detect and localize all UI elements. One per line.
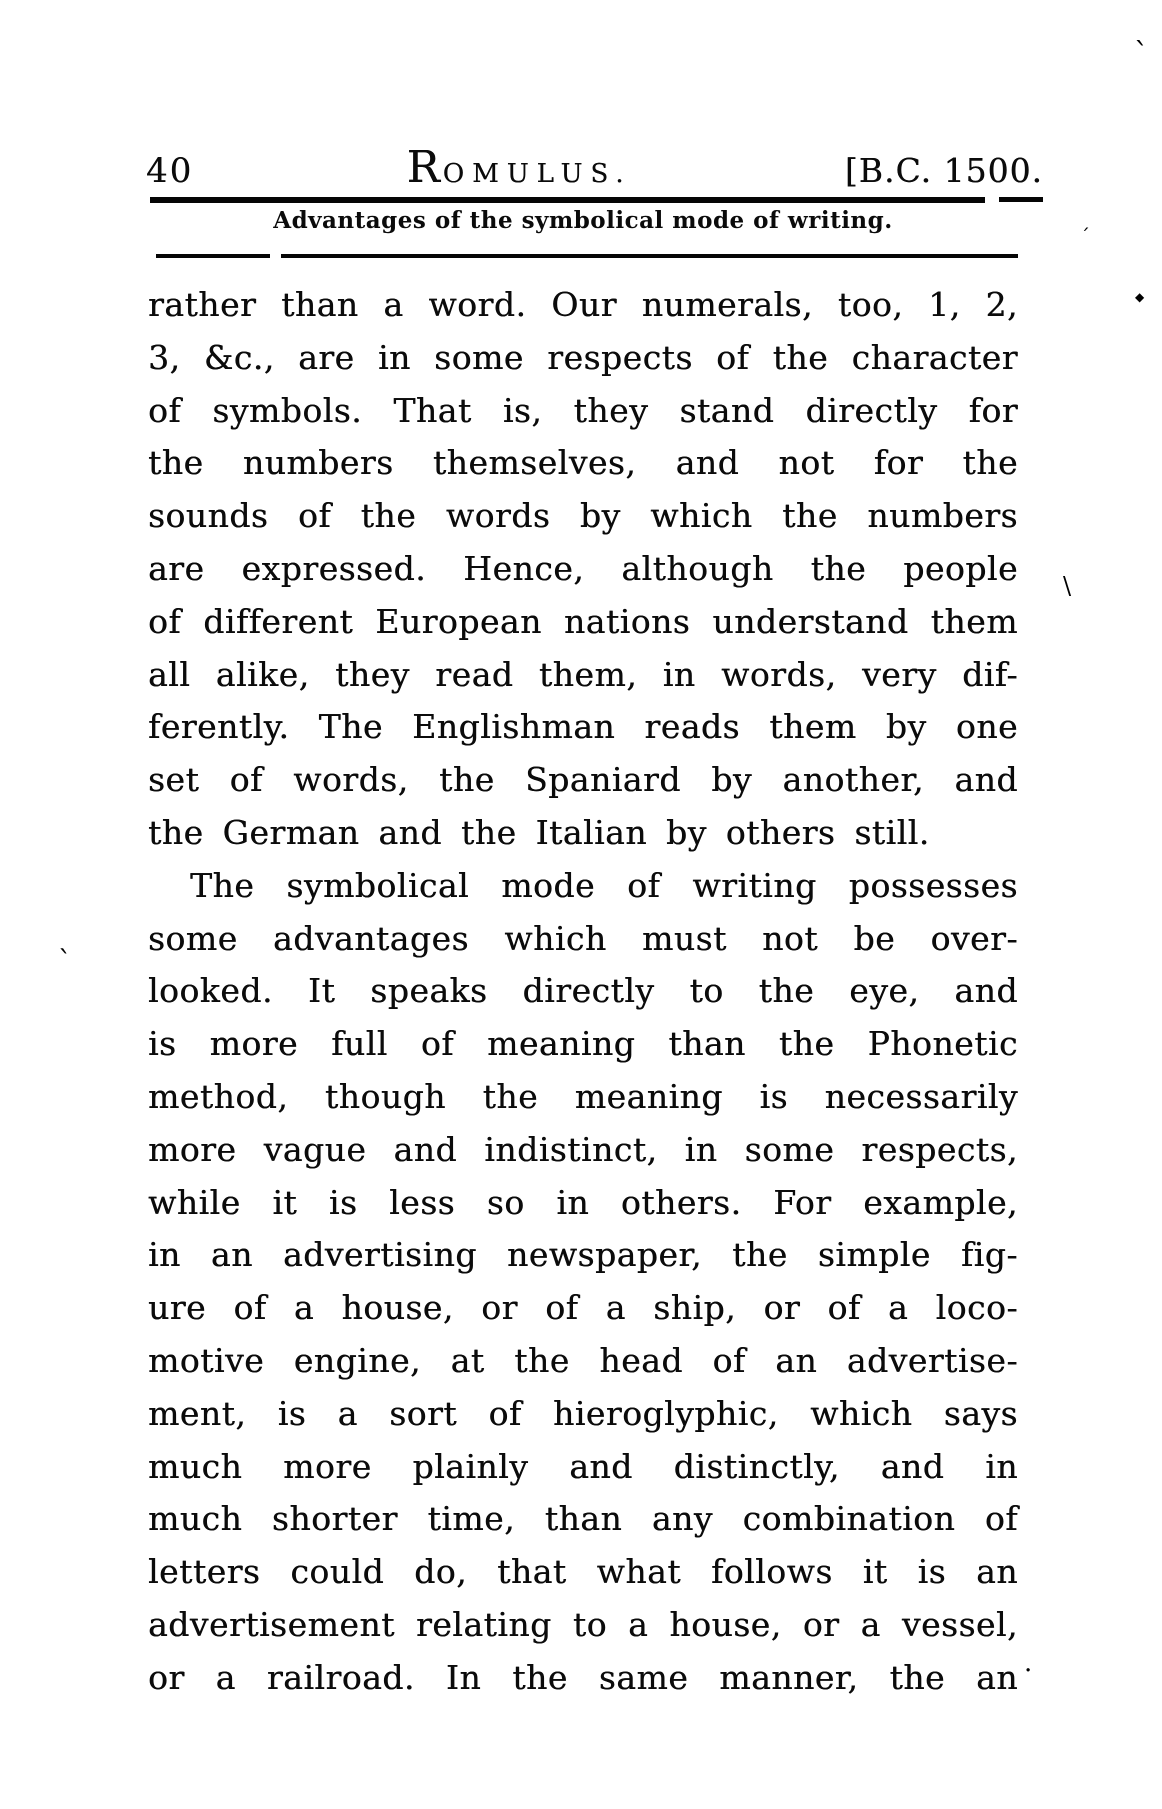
- text-line: ure of a house, or of a ship, or of a loco-: [148, 1288, 1018, 1328]
- running-title-initial: R: [406, 142, 443, 193]
- text-line: the numbers themselves, and not for the: [148, 443, 1018, 483]
- text-line: method, though the meaning is necessarily: [148, 1076, 1018, 1116]
- text-line: motive engine, at the head of an advertise-: [148, 1340, 1018, 1380]
- text-line: ment, is a sort of hieroglyphic, which says: [148, 1393, 1018, 1433]
- running-title-rest: OMULUS.: [442, 159, 632, 189]
- text-line: rather than a word. Our numerals, too, 1, 2,: [148, 285, 1018, 324]
- text-line: are expressed. Hence, although the people: [148, 548, 1018, 588]
- header-rule-right: [999, 197, 1043, 202]
- text-line: advertisement relating to a house, or a vessel,: [148, 1604, 1018, 1644]
- page-number: 40: [146, 151, 194, 191]
- running-title: [407, 142, 632, 193]
- text-line: sounds of the words by which the numbers: [148, 496, 1018, 536]
- text-line: some advantages which must not be over-: [148, 918, 1018, 958]
- text-line: The symbolical mode of writing possesses: [190, 865, 1018, 905]
- running-date: [B.C. 1500.: [844, 151, 1043, 190]
- text-line: looked. It speaks directly to the eye, and: [148, 971, 1018, 1011]
- text-line: all alike, they read them, in words, very dif-: [148, 654, 1018, 694]
- scan-speck: `: [58, 945, 72, 978]
- text-line: more vague and indistinct, in some respects,: [148, 1129, 1018, 1169]
- text-line: or a railroad. In the same manner, the an: [148, 1657, 1018, 1697]
- scan-speck: \: [1063, 572, 1072, 600]
- text-line: of symbols. That is, they stand directly for: [148, 390, 1018, 430]
- text-line: is more full of meaning than the Phonetic: [148, 1024, 1018, 1064]
- header-rule-left: [150, 197, 985, 203]
- scan-speck: ´: [1080, 224, 1090, 248]
- text-line: letters could do, that what follows it is an: [148, 1552, 1018, 1592]
- text-line: while it is less so in others. For example,: [148, 1182, 1018, 1222]
- section-heading: Advantages of the symbolical mode of writing.: [273, 207, 893, 234]
- body-text: [148, 279, 1018, 1705]
- text-line: much shorter time, than any combination of: [148, 1499, 1018, 1539]
- section-rule-right: [281, 254, 1018, 258]
- scan-speck: `: [1134, 37, 1149, 72]
- text-line: 3, &c., are in some respects of the character: [148, 337, 1018, 377]
- text-line: the German and the Italian by others still.: [148, 812, 930, 852]
- text-line: of different European nations understand them: [148, 601, 1018, 641]
- scan-speck: ·: [1024, 1656, 1033, 1686]
- text-line: much more plainly and distinctly, and in: [148, 1446, 1018, 1486]
- section-rule-left: [156, 254, 270, 258]
- text-line: set of words, the Spaniard by another, and: [148, 760, 1018, 800]
- text-line: ferently. The Englishman reads them by one: [148, 707, 1018, 747]
- text-line: in an advertising newspaper, the simple fig-: [148, 1235, 1018, 1275]
- page-header: [146, 142, 1043, 193]
- scan-speck: ◆: [1135, 290, 1145, 304]
